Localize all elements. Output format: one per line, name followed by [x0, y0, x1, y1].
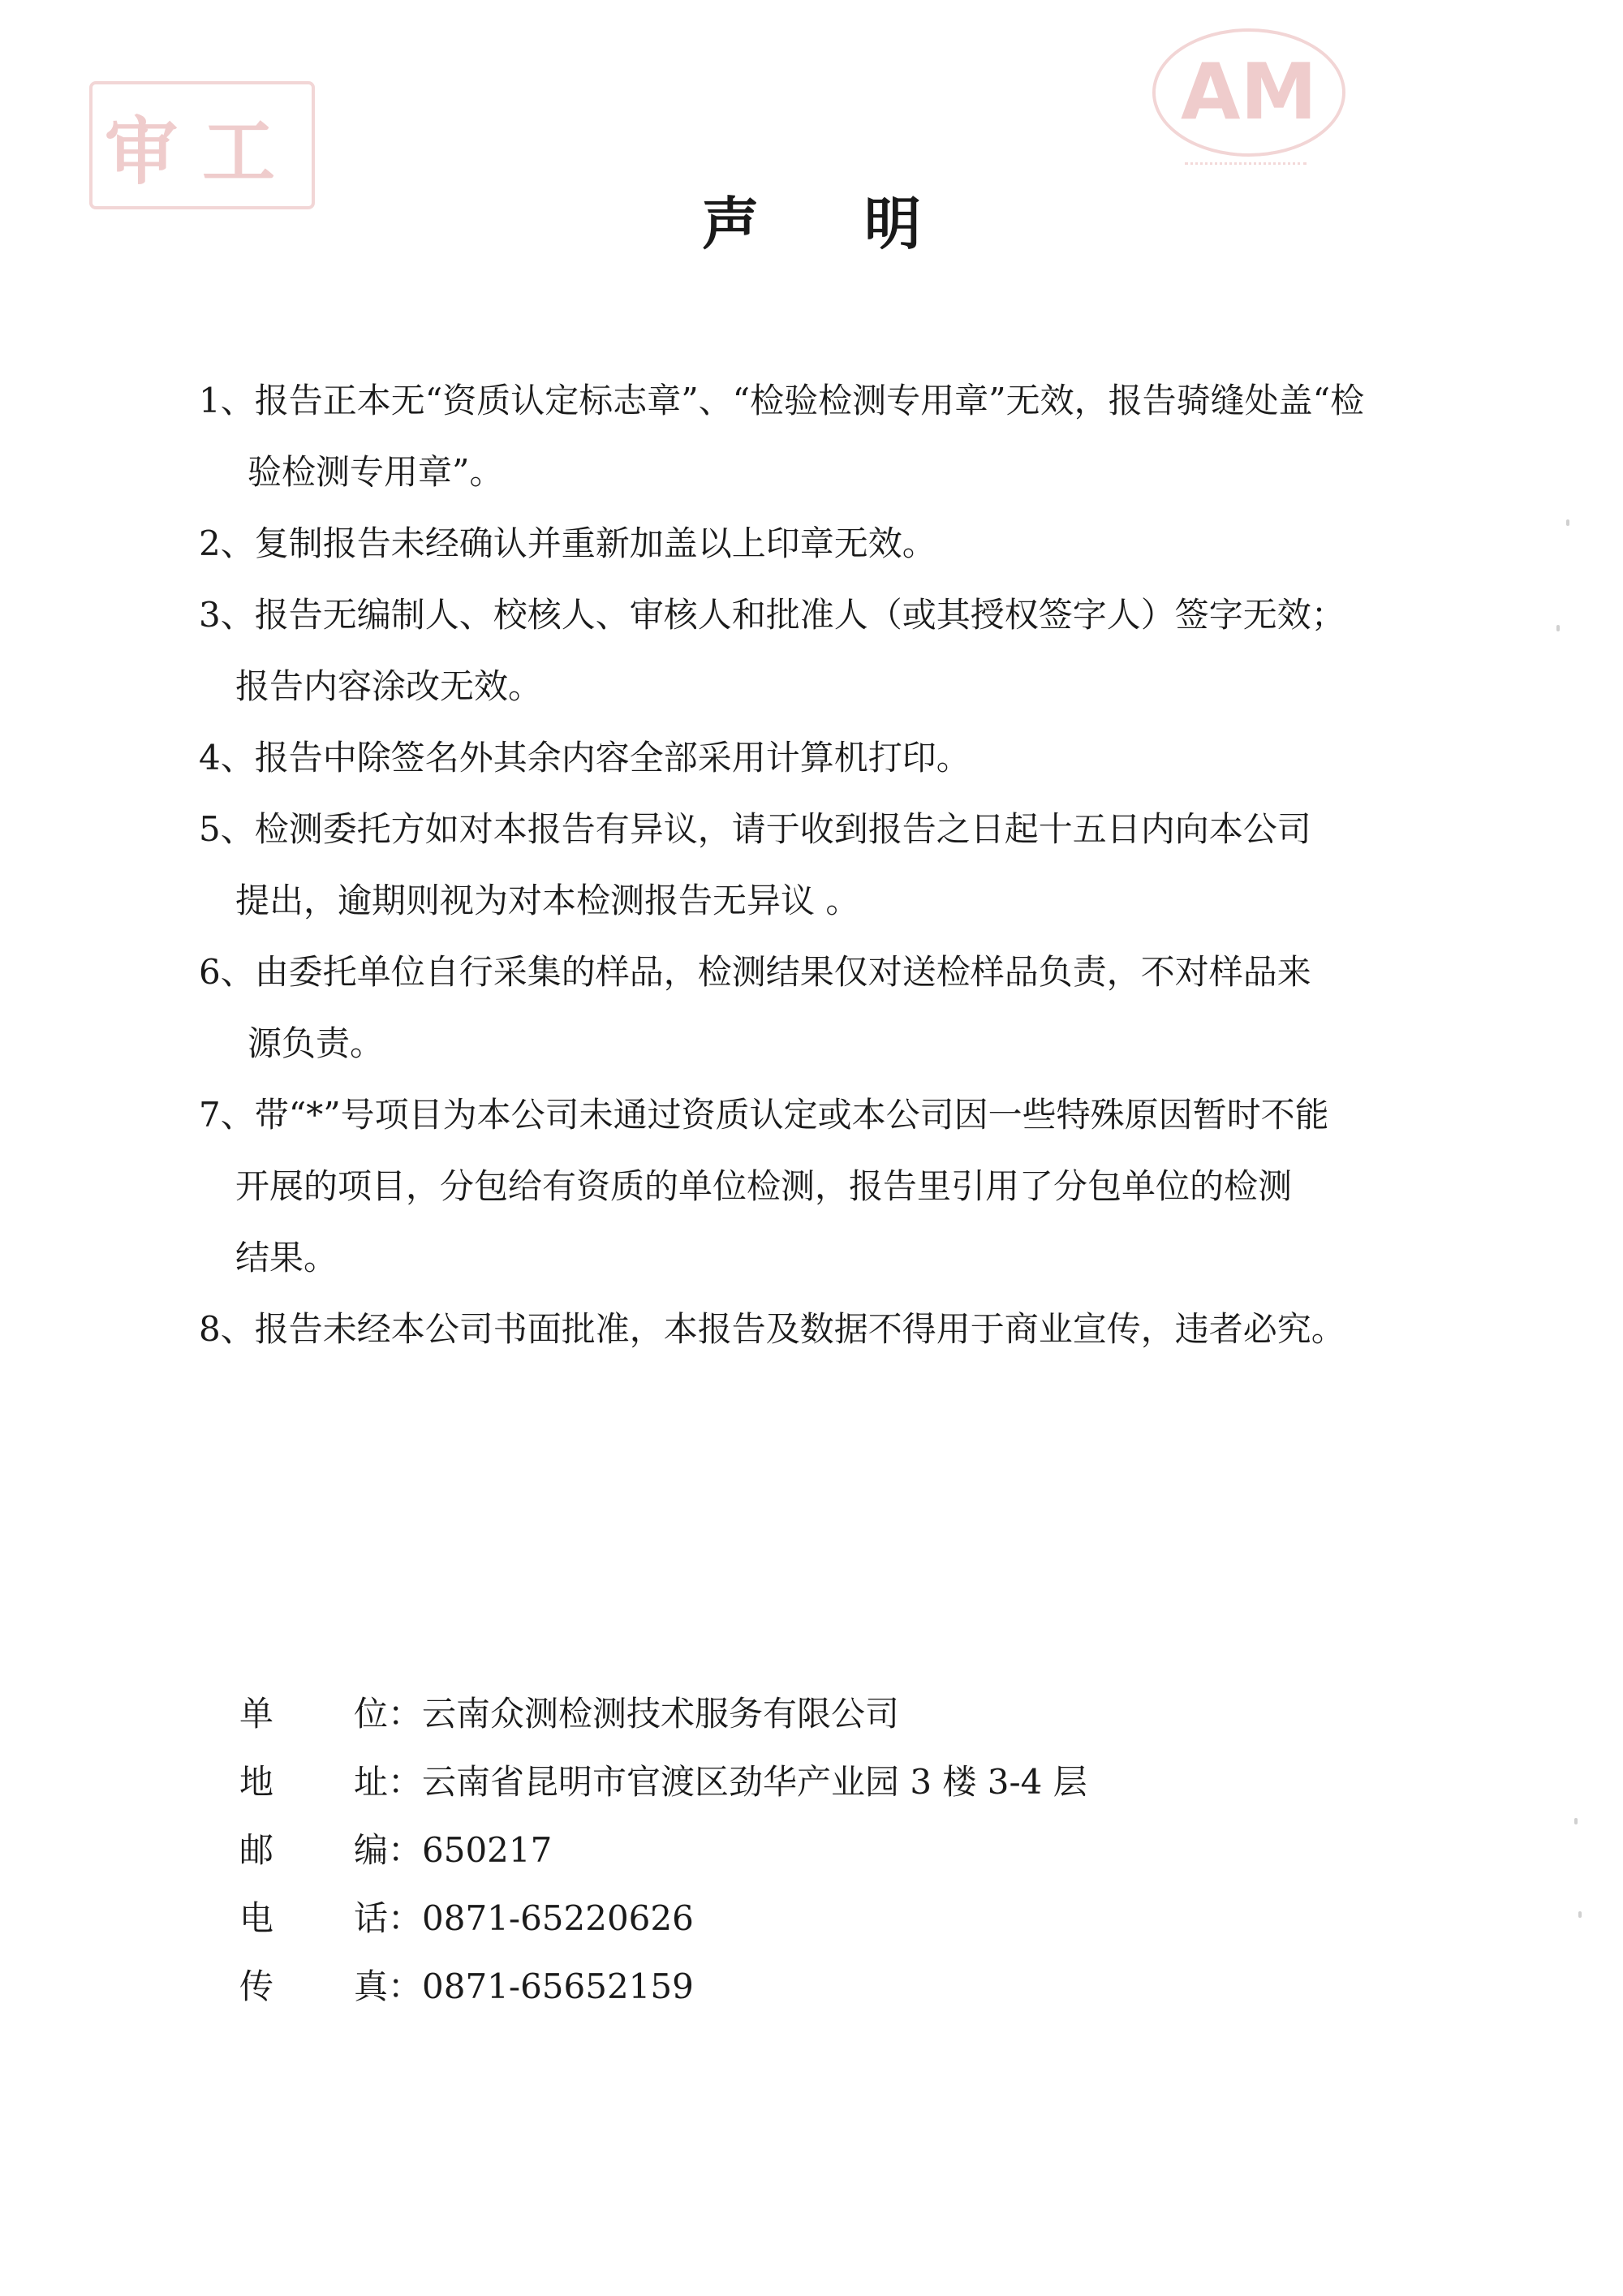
faded-seal-left: 审工	[89, 81, 315, 209]
contact-info	[239, 1680, 1087, 2021]
contact-row-fax	[239, 1953, 1087, 2021]
contact-value: 0871-65220626	[422, 1898, 694, 1938]
clause-line: 3、报告无编制人、校核人、审核人和批准人（或其授权签字人）签字无效；	[199, 595, 1345, 635]
clause-continuation: 开展的项目，分包给有资质的单位检测，报告里引用了分包单位的检测	[235, 1166, 1293, 1206]
clause-6	[199, 937, 1449, 1079]
clause-5	[199, 794, 1449, 937]
clause-continuation: 提出，逾期则视为对本检测报告无异议 。	[235, 881, 860, 920]
clause-continuation: 验检测专用章”。	[248, 452, 504, 492]
clause-continuation: 报告内容涂改无效。	[235, 666, 543, 706]
seal-dotted-line	[1185, 162, 1307, 176]
contact-label: 位：	[353, 1694, 422, 1734]
contact-row-postcode	[239, 1816, 1087, 1885]
contact-value: 云南众测检测技术服务有限公司	[422, 1694, 900, 1734]
contact-value: 云南省昆明市官渡区劲华产业园 3 楼 3-4 层	[422, 1762, 1087, 1802]
contact-row-phone	[239, 1885, 1087, 1953]
clause-3	[199, 579, 1449, 722]
clause-1	[199, 365, 1449, 508]
contact-label: 单	[239, 1694, 274, 1734]
scan-speck	[1556, 625, 1560, 631]
scan-speck	[1574, 1818, 1578, 1824]
contact-label: 址：	[353, 1762, 422, 1802]
contact-label: 编：	[353, 1830, 422, 1870]
clause-4	[199, 722, 1449, 794]
clause-line: 2、复制报告未经确认并重新加盖以上印章无效。	[199, 523, 936, 563]
clause-2	[199, 508, 1449, 579]
contact-value: 650217	[422, 1830, 553, 1870]
page-title: 声明	[702, 191, 1027, 257]
clause-line: 7、带“*”号项目为本公司未通过资质认定或本公司因一些特殊原因暂时不能	[199, 1095, 1329, 1135]
clause-continuation: 结果。	[235, 1238, 338, 1277]
declaration-clauses	[199, 365, 1449, 1365]
clause-line: 8、报告未经本公司书面批准，本报告及数据不得用于商业宣传，违者必究。	[199, 1309, 1345, 1349]
clause-line: 6、由委托单位自行采集的样品，检测结果仅对送检样品负责，不对样品来	[199, 952, 1311, 992]
clause-line: 5、检测委托方如对本报告有异议，请于收到报告之日起十五日内向本公司	[199, 809, 1311, 849]
contact-row-company	[239, 1680, 1087, 1748]
clause-line: 4、报告中除签名外其余内容全部采用计算机打印。	[199, 738, 971, 778]
clause-7	[199, 1079, 1449, 1294]
contact-label: 传	[239, 1966, 274, 2006]
contact-label: 真：	[353, 1966, 422, 2006]
scan-speck	[1578, 1911, 1582, 1918]
contact-label: 地	[239, 1762, 274, 1802]
contact-label: 话：	[353, 1898, 422, 1938]
faded-seal-right: AM	[1152, 28, 1345, 157]
clause-line: 1、报告正本无“资质认定标志章”、“检验检测专用章”无效，报告骑缝处盖“检	[199, 381, 1365, 420]
contact-value: 0871-65652159	[422, 1966, 694, 2006]
clause-continuation: 源负责。	[248, 1023, 385, 1063]
scan-speck	[1566, 519, 1569, 526]
contact-label: 邮	[239, 1830, 274, 1870]
contact-row-address	[239, 1748, 1087, 1816]
clause-8	[199, 1294, 1449, 1365]
contact-label: 电	[239, 1898, 274, 1938]
